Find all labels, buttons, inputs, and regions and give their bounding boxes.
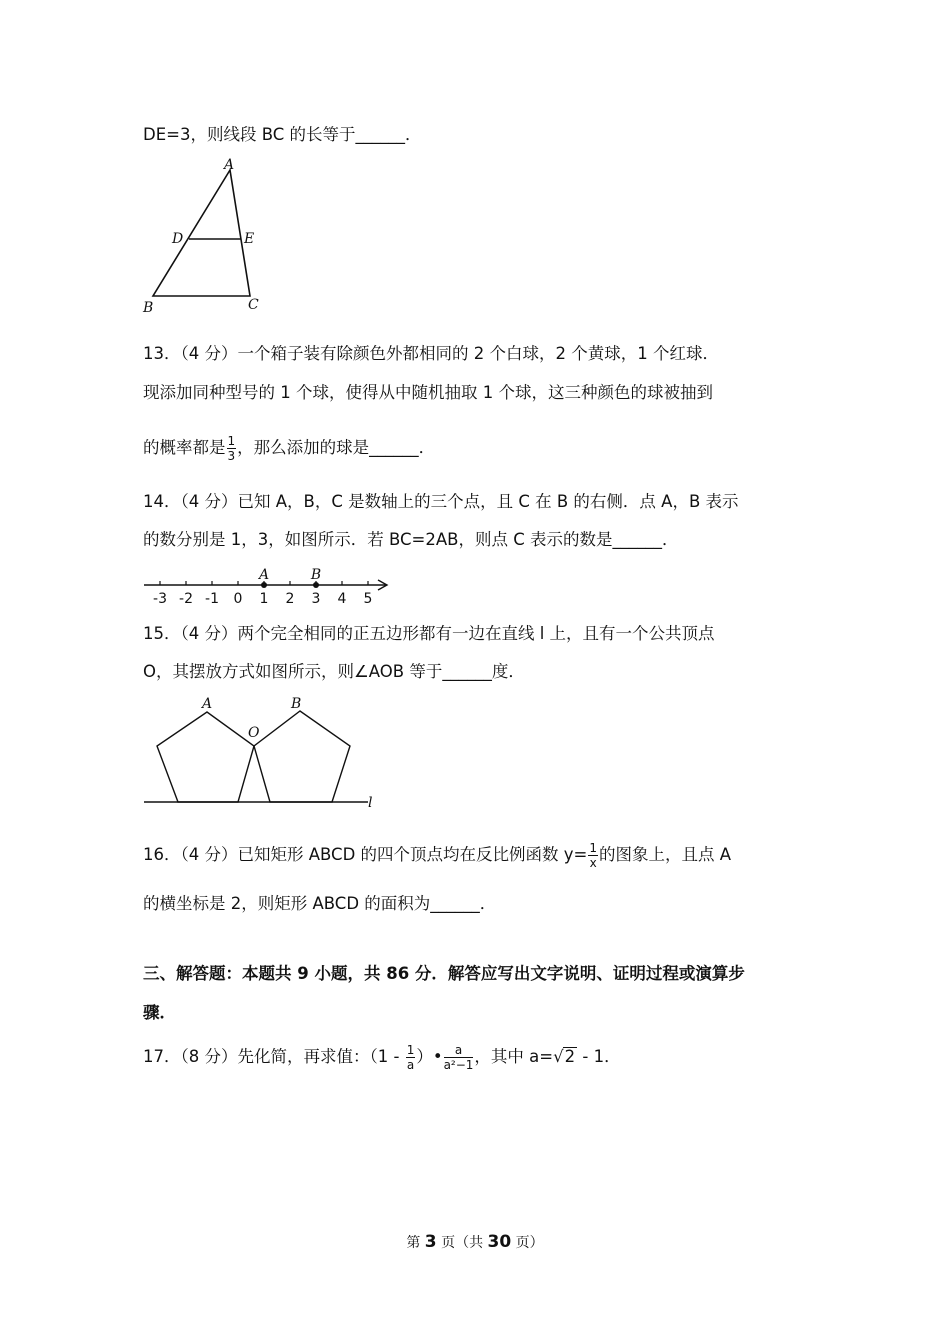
q13-line3: 的概率都是 $\frac{1}{3}$ ，那么添加的球是______． <box>143 434 436 463</box>
triangle-abc <box>153 170 250 296</box>
fraction-one-over-a: $\frac{1}{a}$ <box>406 1043 415 1072</box>
q16-line2: 的横坐标是 2，则矩形 ABCD 的面积为______． <box>143 894 497 913</box>
q16-line1: 16．（4 分）已知矩形 ABCD 的四个顶点均在反比例函数 y= $\frac{1}{x}$ 的图象上，且点 A <box>143 841 732 870</box>
tick-label: 4 <box>337 591 347 607</box>
sqrt-argument: 2 <box>564 1047 576 1066</box>
q15-line1: 15．（4 分）两个完全相同的正五边形都有一边在直线 l 上，且有一个公共顶点 <box>143 624 715 643</box>
label-a: A <box>202 696 213 712</box>
label-a: A <box>224 158 235 173</box>
point-label-a: A <box>258 567 270 583</box>
fraction-one-over-x: $\frac{1}{x}$ <box>589 841 597 870</box>
q13-line2: 现添加同种型号的 1 个球，使得从中随机抽取 1 个球，这三种颜色的球被抽到 <box>143 383 713 402</box>
label-e: E <box>244 231 255 247</box>
fraction-a-over-a2-1: $\frac{a}{\text{a²−1}}$ <box>443 1043 474 1072</box>
label-b: B <box>143 300 154 316</box>
tick-label: 1 <box>259 591 269 607</box>
label-d: D <box>172 231 184 247</box>
page-total: 30 <box>487 1232 512 1252</box>
q12-text: DE=3，则线段 BC 的长等于______． <box>143 125 422 144</box>
fraction-one-third: $\frac{1}{3}$ <box>227 434 236 463</box>
tick-label: 2 <box>285 591 295 607</box>
label-l: l <box>368 795 373 811</box>
tick-label: 0 <box>233 591 243 607</box>
triangle-figure <box>140 158 270 318</box>
q14-line2: 的数分别是 1，3，如图所示．若 BC=2AB，则点 C 表示的数是______． <box>143 530 679 549</box>
q13-line1: 13．（4 分）一个箱子装有除颜色外都相同的 2 个白球，2 个黄球，1 个红球． <box>143 344 719 363</box>
pentagon-right <box>254 711 350 802</box>
pentagons-figure <box>140 693 390 813</box>
page-footer: 第 3 页（共 30 页） <box>406 1232 544 1252</box>
tick-label: -1 <box>205 591 219 607</box>
tick-label: 5 <box>363 591 373 607</box>
label-o: O <box>248 725 260 741</box>
point-label-b: B <box>310 567 322 583</box>
sqrt-sign: √ <box>553 1047 564 1066</box>
section-heading: 三、解答题：本题共 9 小题，共 86 分．解答应写出文字说明、证明过程或演算步 <box>143 964 745 983</box>
q14-line1: 14．（4 分）已知 A，B，C 是数轴上的三个点，且 C 在 B 的右侧．点 A，B 表示 <box>143 492 739 511</box>
label-b: B <box>291 696 302 712</box>
q17-line: 17．（8 分）先化简，再求值：（1 - $\frac{1}{a}$ ）• $\frac{a}{\text{a²−1}}$ ，其中 a=√2 - 1． <box>143 1043 621 1072</box>
tick-label: -2 <box>179 591 193 607</box>
section-heading-cont: 骤． <box>143 1003 176 1022</box>
page-number: 3 <box>424 1232 437 1252</box>
tick-label: -3 <box>153 591 167 607</box>
q15-line2: O，其摆放方式如图所示，则∠AOB 等于______度． <box>143 662 525 681</box>
pentagon-left <box>157 712 254 802</box>
label-c: C <box>248 297 259 313</box>
tick-label: 3 <box>311 591 321 607</box>
number-line <box>140 562 400 610</box>
